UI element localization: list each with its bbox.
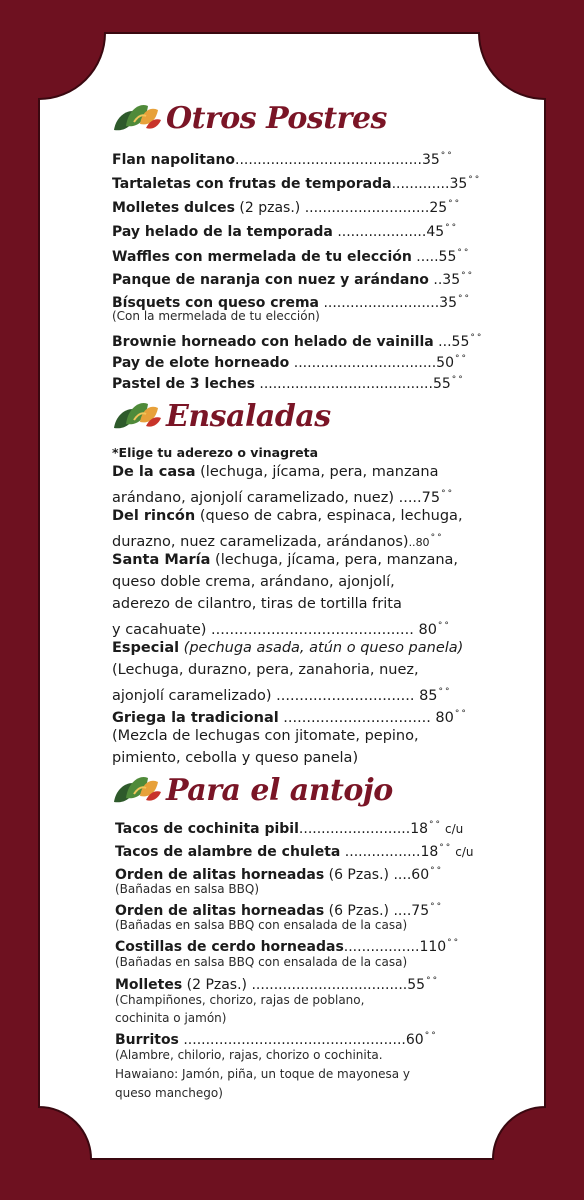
- dot-leader: .................: [340, 844, 421, 860]
- item-price: 35: [442, 272, 461, 288]
- item-price: 18: [420, 844, 439, 860]
- item-subnote: (Alambre, chilorio, rajas, chorizo o cochinita.: [115, 1048, 383, 1062]
- item-price: 80: [435, 710, 454, 726]
- item-note: (2 pzas.): [234, 200, 301, 216]
- item-desc-line: aderezo de cilantro, tiras de tortilla frita: [112, 596, 402, 612]
- item-cents: °°: [430, 866, 444, 876]
- item-name: Flan napolitano: [112, 152, 236, 168]
- section-title-text: Para el antojo: [166, 772, 393, 808]
- menu-item: [115, 815, 463, 839]
- item-desc-line: [112, 484, 454, 508]
- item-subnote: (Bañadas en salsa BBQ con ensalada de la casa): [115, 918, 408, 932]
- menu-item: [112, 370, 465, 394]
- dot-leader: .....: [411, 249, 439, 265]
- section-title-text: Ensaladas: [166, 398, 331, 434]
- item-cents: °°: [447, 938, 461, 948]
- item-price: 35: [449, 176, 468, 192]
- item-name: Especial: [112, 640, 180, 656]
- item-name: Molletes: [115, 977, 183, 993]
- dot-leader: ..: [428, 272, 443, 288]
- item-cents: °°: [455, 354, 468, 364]
- item-subnote: (Bañadas en salsa BBQ): [115, 882, 260, 896]
- item-desc: (queso de cabra, espinaca, lechuga,: [195, 508, 463, 524]
- item-cents: °°: [461, 271, 475, 281]
- item-subnote: queso manchego): [115, 1086, 223, 1100]
- menu-item: [112, 704, 468, 728]
- item-price: 60: [405, 1032, 424, 1048]
- item-subnote: Hawaiano: Jamón, piña, un toque de mayonesa y: [115, 1067, 411, 1081]
- item-cents: °°: [454, 709, 468, 719]
- item-name: Costillas de cerdo horneadas: [115, 939, 344, 955]
- dot-leader: ....: [389, 867, 412, 883]
- item-name: De la casa: [112, 464, 196, 480]
- item-name: Tacos de alambre de chuleta: [115, 844, 341, 860]
- item-cents: °°: [440, 151, 454, 161]
- item-desc-line: [112, 616, 451, 640]
- per-unit-label: c/u: [455, 845, 474, 859]
- dot-leader: ..........................................: [235, 152, 422, 168]
- item-desc: (pechuga asada, atún o queso panela): [179, 640, 464, 656]
- dot-leader: ............................: [300, 200, 430, 216]
- menu-item: [112, 506, 463, 526]
- item-price: 55: [438, 249, 457, 265]
- item-price: 25: [429, 200, 448, 216]
- item-cents: °°: [457, 294, 471, 304]
- per-unit-label: c/u: [445, 822, 464, 836]
- item-cents: °°: [470, 333, 484, 343]
- item-price: 18: [410, 821, 429, 837]
- leaf-ornament-icon: [112, 100, 162, 136]
- item-desc: ajonjolí caramelizado) ..............................: [112, 688, 420, 704]
- section-title-text: Otros Postres: [166, 100, 387, 136]
- dot-leader: ....................: [332, 224, 427, 240]
- item-price: 35: [421, 152, 440, 168]
- item-subnote: (Bañadas en salsa BBQ con ensalada de la casa): [115, 955, 408, 969]
- dot-leader: ..........................: [319, 295, 440, 311]
- item-cents: °°: [439, 843, 453, 853]
- item-name: Pastel de 3 leches: [112, 376, 255, 392]
- dot-leader: ...................................: [247, 977, 408, 993]
- item-name: Pay de elote horneado: [112, 355, 290, 371]
- item-cents: °°: [430, 902, 444, 912]
- leaf-ornament-icon: [112, 398, 162, 434]
- item-desc-line: queso doble crema, arándano, ajonjolí,: [112, 574, 395, 590]
- item-note: (6 Pzas.): [324, 867, 390, 883]
- item-name: Tacos de cochinita pibil: [115, 821, 299, 837]
- item-desc: (lechuga, jícama, pera, manzana,: [210, 552, 459, 568]
- item-name: Pay helado de la temporada: [112, 224, 333, 240]
- item-name: Griega la tradicional: [112, 710, 279, 726]
- item-cents: °°: [430, 533, 444, 543]
- item-note: (6 Pzas.): [324, 903, 390, 919]
- item-cents: °°: [451, 375, 465, 385]
- item-name: Panque de naranja con nuez y arándano: [112, 272, 429, 288]
- item-price: 80: [418, 622, 437, 638]
- menu-item: [112, 462, 439, 482]
- item-subnote: (Con la mermelada de tu elección): [112, 309, 320, 323]
- section-note: *Elige tu aderezo o vinagreta: [112, 445, 319, 460]
- item-desc-line: (Mezcla de lechugas con jitomate, pepino,: [112, 728, 419, 744]
- menu-item: [112, 550, 458, 570]
- menu-item: [112, 243, 470, 267]
- item-price: 35: [439, 295, 457, 311]
- item-name: Del rincón: [112, 508, 196, 524]
- item-cents: °°: [429, 820, 443, 830]
- menu-item: [112, 170, 481, 194]
- item-desc: (lechuga, jícama, pera, manzana: [195, 464, 439, 480]
- section-title-ensaladas: [112, 398, 331, 434]
- item-cents: °°: [426, 976, 440, 986]
- item-name: Burritos: [115, 1032, 179, 1048]
- item-desc-line: (Lechuga, durazno, pera, zanahoria, nuez,: [112, 662, 419, 678]
- menu-item: [112, 266, 474, 290]
- item-name: Orden de alitas horneadas: [115, 867, 325, 883]
- dot-leader: ................................: [289, 355, 437, 371]
- item-price: 75: [421, 490, 441, 506]
- item-price: 80: [415, 536, 430, 549]
- item-cents: °°: [424, 1031, 438, 1041]
- dot-leader: ................................: [278, 710, 436, 726]
- item-desc-line: [112, 682, 452, 706]
- section-title-antojo: [112, 772, 393, 808]
- item-price: 75: [411, 903, 430, 919]
- item-price: 55: [432, 376, 451, 392]
- menu-item: [112, 638, 463, 658]
- item-cents: °°: [448, 199, 462, 209]
- dot-leader: ....: [389, 903, 412, 919]
- dot-leader: ...: [433, 334, 452, 350]
- item-cents: °°: [438, 687, 452, 697]
- item-desc: arándano, ajonjolí caramelizado, nuez) .....: [112, 490, 422, 506]
- item-name: Santa María: [112, 552, 211, 568]
- item-name: Brownie horneado con helado de vainilla: [112, 334, 434, 350]
- dot-leader: ..: [408, 536, 416, 549]
- item-cents: °°: [468, 175, 482, 185]
- item-subnote: cochinita o jamón): [115, 1011, 227, 1025]
- section-title-postres: [112, 100, 387, 136]
- item-price: 55: [407, 977, 426, 993]
- dot-leader: .................: [343, 939, 420, 955]
- item-name: Waffles con mermelada de tu elección: [112, 249, 412, 265]
- menu-item: [112, 194, 461, 218]
- menu-item: [112, 218, 458, 242]
- item-subnote: (Champiñones, chorizo, rajas de poblano,: [115, 993, 365, 1007]
- menu-item: [115, 838, 474, 862]
- item-price: 50: [436, 355, 454, 371]
- item-note: (2 Pzas.): [182, 977, 248, 993]
- dot-leader: ..................................................: [178, 1032, 406, 1048]
- item-cents: °°: [441, 489, 455, 499]
- item-desc: y cacahuate) ............................................: [112, 622, 419, 638]
- item-desc-line: pimiento, cebolla y queso panela): [112, 750, 359, 766]
- item-cents: °°: [457, 248, 471, 258]
- item-price: 45: [426, 224, 445, 240]
- dot-leader: .............: [391, 176, 450, 192]
- item-price: 110: [419, 939, 447, 955]
- dot-leader: .......................................: [254, 376, 433, 392]
- item-cents: °°: [437, 621, 451, 631]
- item-cents: °°: [445, 223, 459, 233]
- dot-leader: .........................: [298, 821, 411, 837]
- menu-item: [112, 146, 454, 170]
- item-name: Tartaletas con frutas de temporada: [112, 176, 392, 192]
- item-name: Molletes dulces: [112, 200, 235, 216]
- item-price: 85: [419, 688, 438, 704]
- item-desc: durazno, nuez caramelizada, arándanos): [112, 534, 409, 550]
- item-name: Bísquets con queso crema: [112, 295, 319, 311]
- item-name: Orden de alitas horneadas: [115, 903, 325, 919]
- leaf-ornament-icon: [112, 772, 162, 808]
- item-price: 60: [411, 867, 430, 883]
- item-price: 55: [451, 334, 470, 350]
